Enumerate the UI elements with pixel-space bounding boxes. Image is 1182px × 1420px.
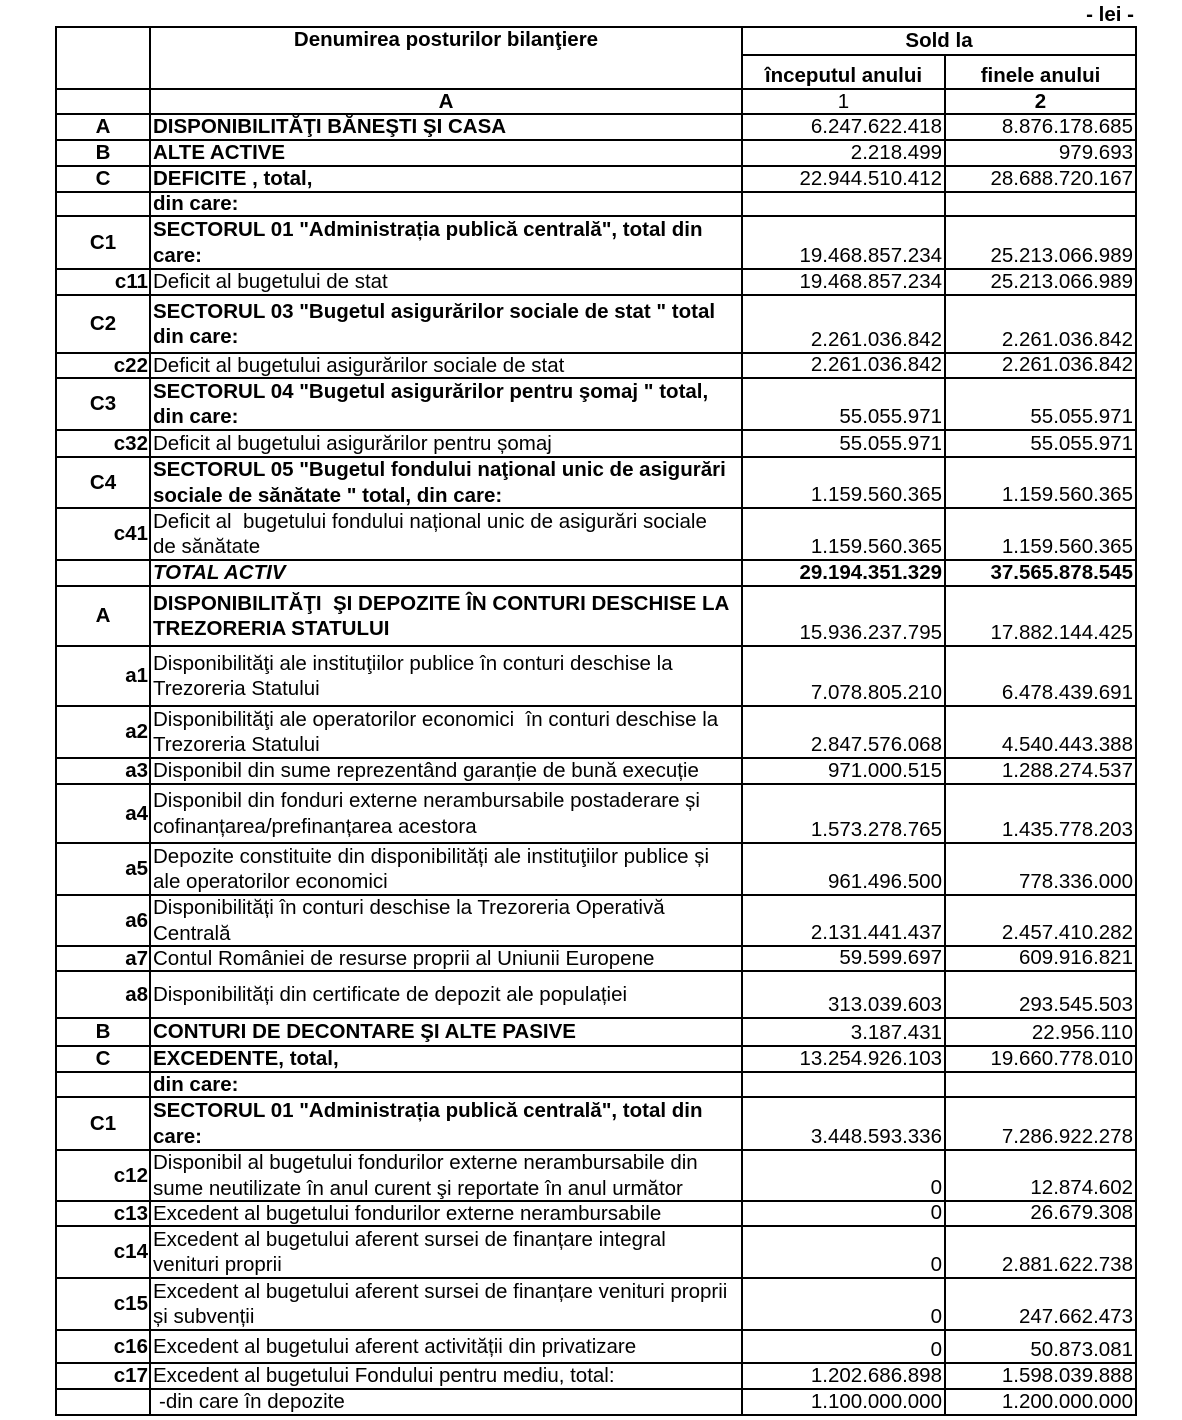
row-value-end-cell	[944, 507, 1137, 561]
row-value-start-cell	[741, 113, 946, 141]
row-value-start-cell	[741, 1225, 946, 1279]
row-value-end-cell	[944, 1200, 1137, 1227]
row-value-end-cell	[944, 1017, 1137, 1047]
row-value-start: 13.254.926.103	[799, 1046, 942, 1070]
row-value-start: 1.573.278.765	[810, 817, 942, 841]
row-name-cell	[149, 165, 743, 193]
row-value-end-cell	[944, 377, 1137, 431]
row-code-cell	[55, 1329, 151, 1364]
row-value-start: 971.000.515	[827, 758, 942, 782]
row-name: SECTORUL 01 "Administrația publică centrală", total din care:	[153, 1099, 703, 1148]
row-name: Deficit al bugetului asigurărilor pentru șomaj	[153, 431, 552, 455]
row-name: Excedent al bugetului fondurilor externe nerambursabile	[153, 1201, 662, 1225]
row-code: a3	[125, 759, 148, 783]
header-end-label: finele anului	[980, 63, 1101, 87]
header-sold-label: Sold la	[905, 29, 973, 53]
row-code: B	[95, 141, 111, 165]
row-name: Contul României de resurse proprii al Uniunii Europene	[153, 946, 655, 970]
row-name: Excedent al bugetului aferent activității din privatizare	[153, 1334, 637, 1358]
row-value-end-cell	[944, 456, 1137, 509]
row-value-start: 0	[930, 1304, 942, 1328]
row-value-end-cell	[944, 970, 1137, 1019]
row-name: Deficit al bugetului fondului național unic de asigurări sociale de sănătate	[153, 509, 707, 558]
row-name: Disponibilități din certificate de depozit ale populației	[153, 982, 628, 1006]
row-code-cell	[55, 1045, 151, 1073]
row-code: A	[95, 604, 111, 628]
row-value-end: 609.916.821	[1018, 945, 1133, 969]
row-value-end: 247.662.473	[1018, 1304, 1133, 1328]
row-value-end: 1.288.274.537	[1001, 758, 1133, 782]
row-name-cell	[149, 215, 743, 270]
row-value-end-cell	[944, 1096, 1137, 1151]
row-code-cell	[55, 1149, 151, 1202]
row-name-cell	[149, 894, 743, 947]
row-code-cell	[55, 1277, 151, 1331]
row-value-end: 1.598.039.888	[1001, 1363, 1133, 1387]
row-name: Deficit al bugetului asigurărilor sociale de stat	[153, 353, 565, 377]
row-code-cell	[55, 559, 151, 587]
row-value-start-cell	[741, 1071, 946, 1098]
row-name-cell	[149, 1388, 743, 1416]
row-value-end-cell	[944, 1071, 1137, 1098]
row-name: Disponibil din fonduri externe nerambursabile postaderare și cofinanțarea/prefinanțarea acestora	[153, 789, 700, 838]
row-value-start: 2.218.499	[850, 140, 942, 164]
row-value-end: 55.055.971	[1030, 431, 1133, 455]
row-code-cell	[55, 377, 151, 431]
row-code-cell	[55, 165, 151, 193]
row-code-cell	[55, 1225, 151, 1279]
row-code: a7	[125, 946, 148, 970]
row-code: a5	[125, 857, 148, 881]
index-name-label: A	[438, 89, 454, 113]
row-name-cell	[149, 139, 743, 167]
row-value-end-cell	[944, 559, 1137, 587]
row-code-cell	[55, 645, 151, 707]
row-code-cell	[55, 294, 151, 354]
row-value-start-cell	[741, 377, 946, 431]
row-name-cell	[149, 113, 743, 141]
row-value-start: 1.202.686.898	[810, 1363, 942, 1387]
row-value-start-cell	[741, 970, 946, 1019]
index-name-cell	[149, 88, 743, 115]
row-value-end: 28.688.720.167	[990, 166, 1133, 190]
row-value-start: 3.448.593.336	[810, 1124, 942, 1148]
row-value-start-cell	[741, 215, 946, 270]
row-name-cell	[149, 429, 743, 458]
row-name: Depozite constituite din disponibilități ale instituţiilor publice și ale operatorilor economici	[153, 844, 710, 893]
row-code: c16	[113, 1334, 148, 1358]
row-value-end-cell	[944, 215, 1137, 270]
header-code-cell	[55, 26, 151, 90]
row-value-end: 2.261.036.842	[1001, 327, 1133, 351]
row-name-cell	[149, 757, 743, 785]
row-value-start: 59.599.697	[839, 945, 942, 969]
row-code-cell	[55, 1096, 151, 1151]
row-value-start-cell	[741, 191, 946, 217]
row-code: a2	[125, 720, 148, 744]
row-name: Disponibil al bugetului fondurilor externe nerambursabile din sume neutilizate în anul curent şi reportate în anul următor	[153, 1151, 698, 1200]
row-value-end: 778.336.000	[1018, 869, 1133, 893]
row-name: SECTORUL 05 "Bugetul fondului naţional unic de asigurări sociale de sănătate " total, din care:	[153, 458, 726, 507]
row-code-cell	[55, 970, 151, 1019]
row-value-end: 1.159.560.365	[1001, 534, 1133, 558]
row-code: C1	[89, 230, 117, 254]
row-code: a1	[125, 664, 148, 688]
row-name-cell	[149, 1362, 743, 1390]
row-value-end-cell	[944, 1045, 1137, 1073]
index-start-label: 1	[837, 89, 850, 113]
row-value-end: 1.435.778.203	[1001, 817, 1133, 841]
row-name-cell	[149, 559, 743, 587]
row-code-cell	[55, 268, 151, 296]
row-code: C	[95, 167, 111, 191]
row-name: CONTURI DE DECONTARE ŞI ALTE PASIVE	[153, 1020, 576, 1044]
row-name-cell	[149, 456, 743, 509]
row-value-end-cell	[944, 268, 1137, 296]
row-value-start: 1.159.560.365	[810, 534, 942, 558]
row-code-cell	[55, 894, 151, 947]
row-value-start: 2.261.036.842	[810, 327, 942, 351]
row-value-start: 1.100.000.000	[810, 1389, 942, 1413]
row-value-start-cell	[741, 945, 946, 972]
row-value-start: 15.936.237.795	[799, 620, 942, 644]
row-code-cell	[55, 1200, 151, 1227]
row-code-cell	[55, 705, 151, 759]
row-code-cell	[55, 783, 151, 844]
row-value-end: 17.882.144.425	[990, 620, 1133, 644]
row-value-start-cell	[741, 1149, 946, 1202]
row-name: EXCEDENTE, total,	[153, 1047, 339, 1071]
row-value-end: 2.261.036.842	[1001, 352, 1133, 376]
row-value-end: 25.213.066.989	[990, 243, 1133, 267]
row-value-end-cell	[944, 1329, 1137, 1364]
row-value-start: 55.055.971	[839, 404, 942, 428]
row-value-start-cell	[741, 429, 946, 458]
row-value-start: 1.159.560.365	[810, 482, 942, 506]
row-value-start: 19.468.857.234	[799, 243, 942, 267]
row-name: Disponibilităţi ale instituţiilor publice în conturi deschise la Trezoreria Statului	[153, 651, 673, 700]
row-name: DISPONIBILITĂŢI ŞI DEPOZITE ÎN CONTURI DESCHISE LA TREZORERIA STATULUI	[153, 591, 730, 640]
row-value-end: 4.540.443.388	[1001, 732, 1133, 756]
row-value-start-cell	[741, 268, 946, 296]
row-name-cell	[149, 970, 743, 1019]
row-value-start-cell	[741, 1362, 946, 1390]
row-value-start-cell	[741, 1096, 946, 1151]
row-name-cell	[149, 1200, 743, 1227]
row-value-start: 0	[930, 1200, 942, 1224]
row-code-cell	[55, 507, 151, 561]
header-start-cell	[741, 54, 946, 90]
row-value-start: 0	[930, 1175, 942, 1199]
row-code-cell	[55, 191, 151, 217]
row-value-start: 6.247.622.418	[810, 114, 942, 138]
row-name: Disponibilităţi ale operatorilor economici în conturi deschise la Trezoreria Statului	[153, 707, 719, 756]
header-end-cell	[944, 54, 1137, 90]
row-name: SECTORUL 04 "Bugetul asigurărilor pentru şomaj " total, din care:	[153, 379, 709, 428]
row-name-cell	[149, 1096, 743, 1151]
header-name-label: Denumirea posturilor bilanţiere	[293, 28, 599, 51]
row-code: a8	[125, 982, 148, 1006]
row-code-cell	[55, 1017, 151, 1047]
row-name-cell	[149, 783, 743, 844]
row-name-cell	[149, 268, 743, 296]
row-code: C2	[89, 312, 117, 336]
row-name-cell	[149, 191, 743, 217]
row-name-cell	[149, 645, 743, 707]
row-value-end-cell	[944, 429, 1137, 458]
row-value-end: 2.881.622.738	[1001, 1252, 1133, 1276]
row-value-start: 19.468.857.234	[799, 269, 942, 293]
row-name-cell	[149, 1277, 743, 1331]
row-code-cell	[55, 429, 151, 458]
row-name-cell	[149, 507, 743, 561]
row-name-cell	[149, 294, 743, 354]
row-value-end-cell	[944, 113, 1137, 141]
row-name: SECTORUL 03 "Bugetul asigurărilor sociale de stat " total din care:	[153, 299, 716, 348]
row-value-start: 29.194.351.329	[799, 560, 942, 584]
row-name: din care:	[153, 192, 239, 216]
row-code: c12	[113, 1163, 148, 1187]
row-value-end-cell	[944, 1149, 1137, 1202]
row-value-end: 22.956.110	[1031, 1020, 1133, 1044]
row-value-end-cell	[944, 1388, 1137, 1416]
row-value-start: 2.131.441.437	[810, 920, 942, 944]
row-value-start-cell	[741, 1388, 946, 1416]
row-name-cell	[149, 705, 743, 759]
row-value-start-cell	[741, 1277, 946, 1331]
row-name: Disponibilități în conturi deschise la Trezoreria Operativă Centrală	[153, 896, 665, 945]
row-value-end: 37.565.878.545	[990, 560, 1133, 584]
row-value-end-cell	[944, 1277, 1137, 1331]
row-value-end: 7.286.922.278	[1001, 1124, 1133, 1148]
row-code-cell	[55, 456, 151, 509]
row-value-end: 55.055.971	[1030, 404, 1133, 428]
row-value-start: 2.847.576.068	[810, 732, 942, 756]
row-value-start-cell	[741, 294, 946, 354]
row-code: c11	[114, 270, 148, 294]
row-code-cell	[55, 842, 151, 896]
row-name-cell	[149, 945, 743, 972]
row-name-cell	[149, 1329, 743, 1364]
row-code: B	[95, 1020, 111, 1044]
row-value-start: 3.187.431	[850, 1020, 942, 1044]
row-value-start-cell	[741, 842, 946, 896]
row-code: c14	[113, 1240, 148, 1264]
row-value-end-cell	[944, 139, 1137, 167]
row-value-end: 50.873.081	[1030, 1337, 1133, 1361]
row-value-start: 961.496.500	[827, 869, 942, 893]
row-value-end-cell	[944, 757, 1137, 785]
row-code-cell	[55, 352, 151, 379]
row-value-start: 313.039.603	[827, 992, 942, 1016]
row-value-end-cell	[944, 1225, 1137, 1279]
row-value-start: 22.944.510.412	[799, 166, 942, 190]
row-value-end-cell	[944, 842, 1137, 896]
row-code-cell	[55, 1071, 151, 1098]
row-code: c32	[113, 431, 148, 455]
row-value-end: 12.874.602	[1030, 1175, 1133, 1199]
row-code: C1	[89, 1111, 117, 1135]
row-value-start-cell	[741, 1200, 946, 1227]
row-code-cell	[55, 113, 151, 141]
row-value-start-cell	[741, 757, 946, 785]
header-name-cell	[149, 26, 743, 90]
row-value-start-cell	[741, 139, 946, 167]
row-value-end-cell	[944, 783, 1137, 844]
row-value-end: 19.660.778.010	[990, 1046, 1133, 1070]
row-value-end-cell	[944, 165, 1137, 193]
row-code-cell	[55, 215, 151, 270]
currency-unit-label: - lei -	[1086, 3, 1134, 26]
row-value-start-cell	[741, 352, 946, 379]
row-value-end-cell	[944, 352, 1137, 379]
row-value-start-cell	[741, 507, 946, 561]
row-code: c13	[113, 1201, 148, 1225]
row-value-start-cell	[741, 894, 946, 947]
row-value-start: 55.055.971	[839, 431, 942, 455]
row-value-end: 979.693	[1058, 140, 1133, 164]
row-value-start-cell	[741, 705, 946, 759]
row-value-end: 25.213.066.989	[990, 269, 1133, 293]
index-end-label: 2	[1034, 89, 1047, 113]
row-value-end: 8.876.178.685	[1001, 114, 1133, 138]
row-name: Deficit al bugetului de stat	[153, 270, 388, 294]
row-value-end: 26.679.308	[1030, 1200, 1133, 1224]
row-code: c17	[113, 1364, 148, 1388]
header-sold-cell	[741, 26, 1137, 56]
row-code-cell	[55, 945, 151, 972]
row-name-cell	[149, 377, 743, 431]
row-code-cell	[55, 1362, 151, 1390]
row-name-cell	[149, 1225, 743, 1279]
row-value-start-cell	[741, 165, 946, 193]
row-code-cell	[55, 757, 151, 785]
index-start-cell	[741, 88, 946, 115]
row-code-cell	[55, 1388, 151, 1416]
row-name-cell	[149, 1149, 743, 1202]
row-code: a6	[125, 908, 148, 932]
row-value-start-cell	[741, 783, 946, 844]
row-code: a4	[125, 801, 148, 825]
row-code: C3	[89, 392, 117, 416]
index-end-cell	[944, 88, 1137, 115]
row-value-start: 0	[930, 1337, 942, 1361]
row-value-end-cell	[944, 945, 1137, 972]
row-value-start-cell	[741, 645, 946, 707]
row-value-start: 2.261.036.842	[810, 352, 942, 376]
row-value-end-cell	[944, 1362, 1137, 1390]
row-value-end: 1.200.000.000	[1001, 1389, 1133, 1413]
row-value-end: 2.457.410.282	[1001, 920, 1133, 944]
row-value-start-cell	[741, 1329, 946, 1364]
row-code: C4	[89, 470, 117, 494]
row-name: DISPONIBILITĂŢI BĂNEŞTI ŞI CASA	[153, 115, 507, 139]
row-code: c22	[113, 353, 148, 377]
row-name-cell	[149, 1017, 743, 1047]
row-code-cell	[55, 585, 151, 647]
row-name: Excedent al bugetului Fondului pentru mediu, total:	[153, 1364, 615, 1388]
row-code-cell	[55, 139, 151, 167]
row-name-cell	[149, 1071, 743, 1098]
row-value-end-cell	[944, 645, 1137, 707]
row-code: c15	[113, 1292, 148, 1316]
index-code-cell	[55, 88, 151, 115]
row-value-end-cell	[944, 191, 1137, 217]
row-value-end: 1.159.560.365	[1001, 482, 1133, 506]
row-value-start-cell	[741, 456, 946, 509]
row-name-cell	[149, 352, 743, 379]
row-code: C	[95, 1047, 111, 1071]
row-name: din care:	[153, 1072, 239, 1096]
row-value-start-cell	[741, 559, 946, 587]
row-value-end-cell	[944, 585, 1137, 647]
row-name: ALTE ACTIVE	[153, 141, 286, 165]
row-value-end: 293.545.503	[1018, 992, 1133, 1016]
row-name: DEFICITE , total,	[153, 167, 313, 191]
row-name-cell	[149, 585, 743, 647]
row-value-end-cell	[944, 294, 1137, 354]
row-name-cell	[149, 1045, 743, 1073]
row-value-start: 0	[930, 1252, 942, 1276]
row-name: -din care în depozite	[159, 1390, 345, 1414]
row-value-start-cell	[741, 585, 946, 647]
row-name: Disponibil din sume reprezentând garanție de bună execuție	[153, 759, 699, 783]
row-value-end-cell	[944, 705, 1137, 759]
row-name-cell	[149, 842, 743, 896]
row-name: Excedent al bugetului aferent sursei de finanțare integral venituri proprii	[153, 1227, 666, 1276]
row-value-end-cell	[944, 894, 1137, 947]
row-value-end: 6.478.439.691	[1001, 680, 1133, 704]
row-code: c41	[113, 522, 148, 546]
row-name: TOTAL ACTIV	[153, 561, 286, 585]
header-start-label: începutul anului	[764, 63, 923, 87]
row-value-start-cell	[741, 1045, 946, 1073]
row-name: Excedent al bugetului aferent sursei de finanțare venituri proprii și subvenții	[153, 1279, 728, 1328]
row-value-start-cell	[741, 1017, 946, 1047]
row-name: SECTORUL 01 "Administrația publică centrală", total din care:	[153, 218, 703, 267]
row-value-start: 7.078.805.210	[810, 680, 942, 704]
row-code: A	[95, 115, 111, 139]
